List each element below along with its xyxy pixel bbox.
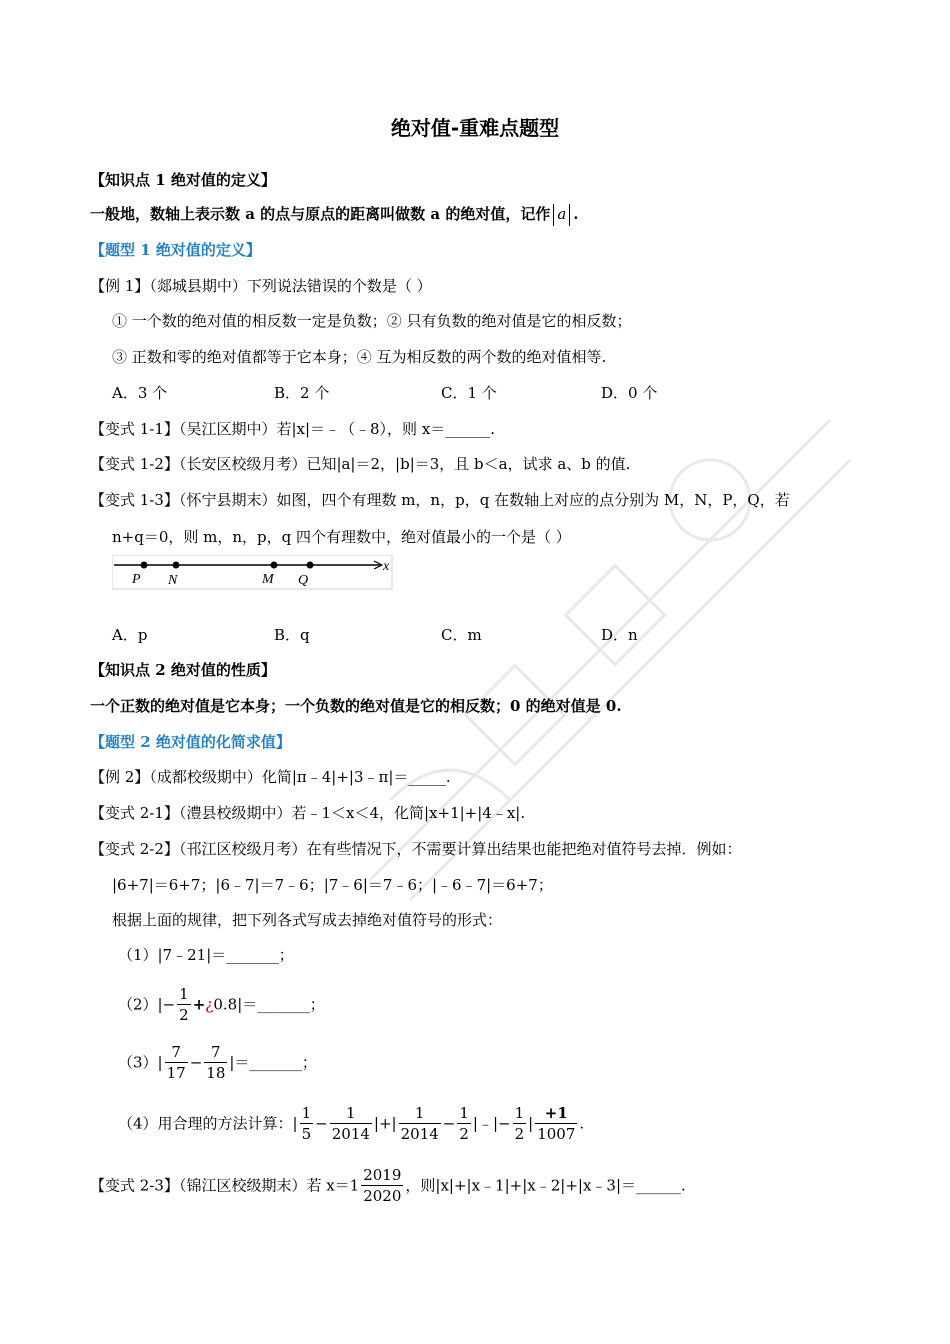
example-1 xyxy=(90,276,432,296)
type-2-heading: 【题型 2 绝对值的化简求值】 xyxy=(90,733,291,751)
knowledge-2-heading: 【知识点 2 绝对值的性质】 xyxy=(90,661,276,679)
option-b[interactable]: B．2 个 xyxy=(274,384,330,402)
q3-fraction-1 xyxy=(165,1042,188,1083)
q3-suffix: |＝_______； xyxy=(229,1053,317,1072)
q4-num-5: 1 xyxy=(514,1104,525,1122)
point-p xyxy=(141,562,148,569)
q4-mid: |+| xyxy=(373,1114,397,1133)
option-b[interactable]: B．q xyxy=(274,626,310,644)
q4-fraction-5 xyxy=(513,1103,527,1144)
option-a[interactable]: A．3 个 xyxy=(112,384,168,402)
point-n xyxy=(173,562,180,569)
option-c[interactable]: C．1 个 xyxy=(441,384,497,402)
abs-bar-right xyxy=(569,204,570,226)
q3-prefix: （3）| xyxy=(118,1053,163,1072)
q4-den-6: 1007 xyxy=(537,1125,576,1143)
label-q: Q xyxy=(298,573,309,588)
q4-num-1: 1 xyxy=(301,1104,312,1122)
q4-num-4: 1 xyxy=(459,1104,469,1122)
statement-3: ③ 正数和零的绝对值都等于它本身； xyxy=(112,348,357,366)
knowledge-1-end: . xyxy=(573,205,579,223)
variant-2-2-text: （邗江区校级月考）在有些情况下，不需要计算出结果也能把绝对值符号去掉．例如： xyxy=(178,840,742,858)
point-q xyxy=(307,562,314,569)
variant-2-1 xyxy=(90,803,525,823)
example-1-statements-b xyxy=(112,347,606,367)
variant-2-3-num: 2019 xyxy=(363,1166,402,1184)
q4-den-2: 2014 xyxy=(331,1125,370,1143)
knowledge-2-text: 一个正数的绝对值是它本身；一个负数的绝对值是它的相反数；0 的绝对值是 0. xyxy=(90,697,622,715)
variant-1-3-tag: 【变式 1-3】 xyxy=(90,491,179,509)
knowledge-1-body: 一般地，数轴上表示数 a 的点与原点的距离叫做数 a 的绝对值，记作 xyxy=(90,205,551,223)
variant-2-2-instruction: 根据上面的规律，把下列各式写成去掉绝对值符号的形式： xyxy=(112,911,503,929)
variant-2-1-text: （澧县校级期中）若﹣1＜x＜4，化简|x+1|+|4﹣x|. xyxy=(178,804,526,822)
variant-2-3-den: 2020 xyxy=(363,1187,402,1205)
q3-num-1: 7 xyxy=(165,1042,188,1063)
option-a[interactable]: A．p xyxy=(112,626,148,644)
q4-den-1: 5 xyxy=(301,1125,312,1143)
q2-prefix: （2）|− xyxy=(118,995,176,1014)
variant-2-3-fraction xyxy=(361,1165,403,1206)
q4-minus-2: − xyxy=(442,1114,456,1133)
q3-den-1: 17 xyxy=(166,1064,186,1082)
example-1-stem: （郯城县期中）下列说法错误的个数是（ ） xyxy=(149,277,432,295)
q4-num-3: 1 xyxy=(399,1103,441,1124)
q4-bar: | xyxy=(528,1114,534,1133)
q4-num-6: +1 xyxy=(535,1103,577,1124)
q4-minus-1: − xyxy=(315,1114,328,1133)
q4-fraction-4 xyxy=(457,1103,471,1144)
q4-den-5: 2 xyxy=(514,1125,525,1143)
figure-frame xyxy=(112,555,392,589)
q4-end: . xyxy=(579,1114,585,1133)
label-m: M xyxy=(262,572,274,587)
label-p: P xyxy=(132,572,141,587)
point-m xyxy=(271,562,278,569)
variant-2-3-tag: 【变式 2-3】 xyxy=(90,1176,179,1195)
example-2-text: （成都校级期中）化简|π﹣4|+|3﹣π|＝_____. xyxy=(149,768,451,786)
q2-fraction xyxy=(177,984,191,1025)
sub-question-4 xyxy=(118,1103,584,1144)
variant-2-3-prefix: （锦江区校级期末）若 x＝1 xyxy=(178,1176,360,1195)
abs-bar-left xyxy=(553,204,554,226)
variant-2-2-examples: |6+7|＝6+7；|6﹣7|＝7﹣6；|7﹣6|＝7﹣6；|﹣6﹣7|＝6+7； xyxy=(112,876,553,894)
q4-fraction-2 xyxy=(330,1103,372,1144)
q2-suffix: 0.8|＝_______； xyxy=(213,995,325,1014)
q4-fraction-6 xyxy=(535,1103,577,1144)
q4-den-3: 2014 xyxy=(400,1125,439,1143)
type-1-heading: 【题型 1 绝对值的定义】 xyxy=(90,241,261,259)
sub-question-3 xyxy=(118,1042,317,1083)
q3-den-2: 18 xyxy=(206,1064,226,1082)
q4-fraction-1 xyxy=(300,1103,314,1144)
variant-2-1-tag: 【变式 2-1】 xyxy=(90,804,179,822)
variant-1-1-text: （吴江区期中）若|x|＝﹣（﹣8），则 x＝______. xyxy=(178,420,496,438)
example-2 xyxy=(90,767,451,787)
label-x: x xyxy=(383,559,390,574)
sub-question-2 xyxy=(118,984,325,1025)
option-d[interactable]: D．n xyxy=(601,626,638,644)
q4-prefix: （4）用合理的方法计算：| xyxy=(118,1114,298,1133)
example-2-tag: 【例 2】 xyxy=(90,768,150,786)
sub-question-1: （1）|7﹣21|＝_______； xyxy=(118,946,294,964)
option-c[interactable]: C．m xyxy=(441,626,482,644)
q4-fraction-3 xyxy=(399,1103,441,1144)
variant-1-2 xyxy=(90,454,630,474)
variant-1-1 xyxy=(90,419,495,439)
option-d[interactable]: D．0 个 xyxy=(601,384,658,402)
variant-2-2-tag: 【变式 2-2】 xyxy=(90,840,179,858)
abs-symbol: a xyxy=(557,205,567,223)
variant-2-3 xyxy=(90,1165,686,1206)
page-title: 绝对值-重难点题型 xyxy=(390,116,560,140)
q3-num-2: 7 xyxy=(204,1042,227,1063)
knowledge-1-heading: 【知识点 1 绝对值的定义】 xyxy=(90,171,276,189)
statement-2: ② 只有负数的绝对值是它的相反数； xyxy=(386,312,632,330)
q4-mid-2: |﹣|− xyxy=(472,1114,511,1133)
variant-1-3 xyxy=(90,490,790,510)
variant-1-2-tag: 【变式 1-2】 xyxy=(90,455,179,473)
knowledge-1-text xyxy=(90,204,579,226)
variant-2-3-suffix: ，则|x|+|x﹣1|+|x﹣2|+|x﹣3|＝______. xyxy=(405,1176,686,1195)
variant-1-3-line1: （怀宁县期末）如图，四个有理数 m，n，p，q 在数轴上对应的点分别为 M，N，P，Q，若 xyxy=(178,491,790,509)
q2-glyph: ¿ xyxy=(205,995,214,1014)
statement-1: ① 一个数的绝对值的相反数一定是负数； xyxy=(112,312,387,330)
variant-1-1-tag: 【变式 1-1】 xyxy=(90,420,179,438)
variant-1-2-text: （长安区校级月考）已知|a|＝2，|b|＝3，且 b＜a，试求 a、b 的值. xyxy=(178,455,631,473)
example-1-statements-a xyxy=(112,311,632,331)
q3-minus: − xyxy=(189,1053,203,1072)
q4-den-4: 2 xyxy=(459,1125,469,1143)
label-n: N xyxy=(168,573,178,588)
variant-1-3-line2: n+q＝0，则 m，n，p，q 四个有理数中，绝对值最小的一个是（ ） xyxy=(112,528,571,546)
q2-plus: + xyxy=(192,995,206,1014)
variant-2-2 xyxy=(90,839,741,859)
q2-num: 1 xyxy=(179,985,189,1003)
q4-num-2: 1 xyxy=(330,1103,372,1124)
statement-4: ④ 互为相反数的两个数的绝对值相等. xyxy=(356,348,607,366)
example-1-tag: 【例 1】 xyxy=(90,277,150,295)
q2-den: 2 xyxy=(179,1006,189,1024)
number-line-figure xyxy=(112,555,397,591)
q3-fraction-2 xyxy=(204,1042,227,1083)
